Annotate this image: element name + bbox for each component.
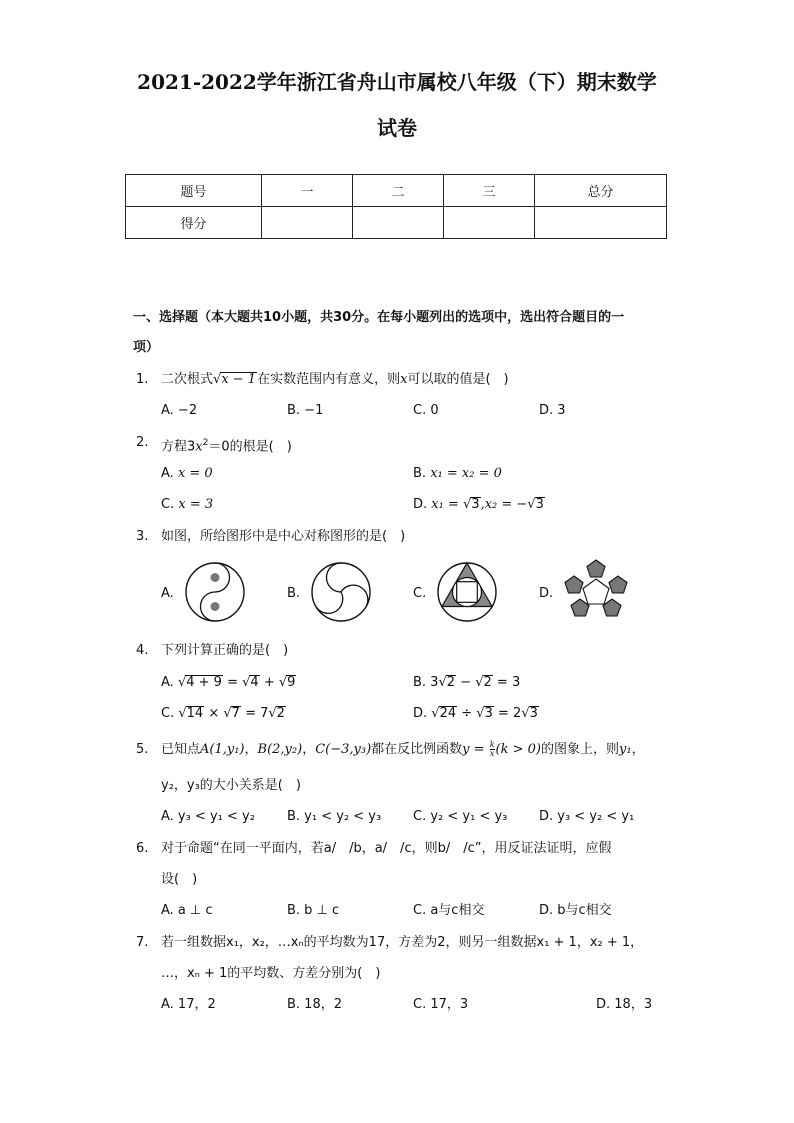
score-cell[interactable] — [444, 207, 535, 239]
question-3-text: 如图，所给图形中是中心对称图形的是( ) — [161, 529, 406, 544]
question-7-text-line2: …，xₙ + 1的平均数、方差分别为( ) — [161, 966, 381, 981]
option-b[interactable]: B. y₁ < y₂ < y₃ — [287, 809, 382, 824]
option-b[interactable]: B. — [287, 586, 301, 601]
question-number: 4. — [136, 643, 149, 658]
taiji-figure[interactable] — [183, 560, 247, 624]
option-c[interactable]: C. 0 — [413, 403, 439, 418]
table-header: 总分 — [535, 175, 667, 207]
question-number: 1. — [136, 372, 149, 387]
option-b[interactable]: B. x₁ = x₂ = 0 — [413, 466, 502, 481]
question-5-text-line2: y₂，y₃的大小关系是( ) — [161, 778, 301, 793]
option-d[interactable]: D. b与c相交 — [539, 903, 612, 918]
question-number: 7. — [136, 935, 149, 950]
table-row — [126, 175, 667, 207]
q1-var: x — [400, 372, 408, 387]
q2-exp: 2 — [202, 438, 209, 448]
sqrt-sign: √ — [213, 372, 222, 387]
q2-var: x — [195, 439, 203, 455]
table-header: 三 — [444, 175, 535, 207]
question-1-text — [161, 371, 509, 389]
option-c[interactable]: C. a与c相交 — [413, 903, 485, 918]
option-b[interactable]: B. 3√2 − √2 = 3 — [413, 675, 521, 690]
score-cell[interactable] — [535, 207, 667, 239]
question-number: 6. — [136, 841, 149, 856]
option-a[interactable]: A. −2 — [161, 403, 198, 418]
option-d[interactable]: D. 18，3 — [596, 997, 653, 1012]
question-number: 3. — [136, 529, 149, 544]
table-row — [126, 207, 667, 239]
question-5-text: 已知点A(1,y₁)，B(2,y₂)，C(−3,y₃)都在反比例函数y = $\frac{k}{x}$ (k > 0)的图象上，则y₁， — [161, 740, 645, 758]
option-d[interactable]: D. — [539, 586, 554, 601]
pentagon-ring-figure[interactable] — [561, 558, 631, 628]
table-header: 二 — [353, 175, 444, 207]
option-c[interactable]: C. 17，3 — [413, 997, 469, 1012]
q1-post2: 可以取的值是( ) — [407, 372, 509, 387]
option-a[interactable]: A. — [161, 586, 174, 601]
question-2-text — [161, 434, 292, 456]
question-7-text: 若一组数据x₁，x₂，…xₙ的平均数为17，方差为2，则另一组数据x₁ + 1，x₂ + 1， — [161, 935, 644, 950]
question-6-text-line2: 设( ) — [161, 872, 198, 887]
option-d[interactable]: D. √24 ÷ √3 = 2√3 — [413, 706, 538, 721]
option-a[interactable]: A. y₃ < y₁ < y₂ — [161, 809, 255, 824]
option-a[interactable]: A. √4 + 9 = √4 + √9 — [161, 675, 296, 690]
option-c[interactable]: C. √14 × √7 = 7√2 — [161, 706, 285, 721]
q1-pre: 二次根式 — [161, 372, 214, 387]
section-heading: 一、选择题（本大题共10小题，共30分。在每小题列出的选项中，选出符合题目的一 — [133, 310, 625, 325]
option-d[interactable]: D. 3 — [539, 403, 566, 418]
option-b[interactable]: B. −1 — [287, 403, 324, 418]
score-cell[interactable] — [353, 207, 444, 239]
question-number: 2. — [136, 435, 149, 450]
table-row-label: 得分 — [126, 207, 262, 239]
q1-radicand: x − 1 — [221, 372, 257, 387]
option-d[interactable]: D. x₁ = √3,x₂ = −√3 — [413, 497, 544, 512]
score-cell[interactable] — [262, 207, 353, 239]
fraction-k-over-x: $\frac{k}{x}$ — [489, 740, 495, 758]
option-a[interactable]: A. 17，2 — [161, 997, 216, 1012]
question-number: 5. — [136, 742, 149, 757]
table-header: 题号 — [126, 175, 262, 207]
option-b[interactable]: B. 18，2 — [287, 997, 342, 1012]
tri-arc-figure[interactable] — [309, 560, 373, 624]
option-d[interactable]: D. y₃ < y₂ < y₁ — [539, 809, 635, 824]
option-a[interactable]: A. x = 0 — [161, 466, 213, 481]
page-title: 2021-2022学年浙江省舟山市属校八年级（下）期末数学 — [137, 70, 657, 94]
section-heading-line2: 项） — [133, 340, 160, 355]
page-title-line2: 试卷 — [377, 116, 417, 140]
q1-post: 在实数范围内有意义，则 — [257, 372, 401, 387]
triangle-square-figure[interactable] — [435, 560, 499, 624]
option-c[interactable]: C. x = 3 — [161, 497, 214, 512]
option-c[interactable]: C. — [413, 586, 427, 601]
q2-post: ＝0的根是( ) — [208, 439, 292, 455]
option-a[interactable]: A. a ⊥ c — [161, 903, 213, 918]
question-6-text: 对于命题“在同一平面内，若a/ /b，a/ /c，则b/ /c”，用反证法证明，应假 — [161, 841, 612, 856]
q2-pre: 方程3 — [161, 439, 196, 455]
option-c[interactable]: C. y₂ < y₁ < y₃ — [413, 809, 508, 824]
table-header: 一 — [262, 175, 353, 207]
question-4-text: 下列计算正确的是( ) — [161, 643, 289, 658]
score-table — [125, 174, 667, 239]
option-b[interactable]: B. b ⊥ c — [287, 903, 340, 918]
